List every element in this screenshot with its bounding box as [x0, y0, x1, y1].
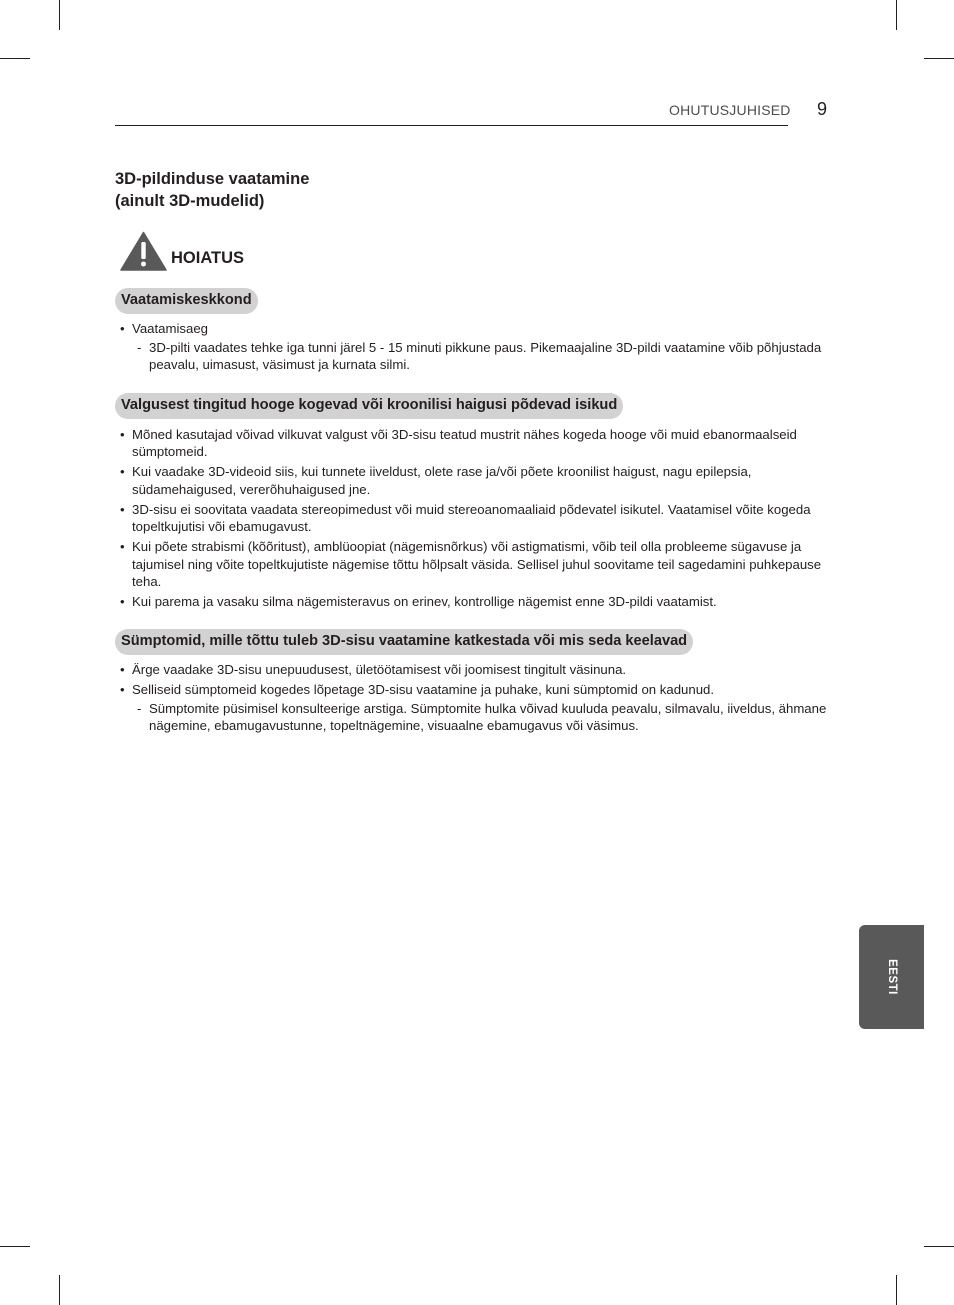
sub-list-item: - 3D-pilti vaadates tehke iga tunni järel 5 - 15 minuti pikkune paus. Pikemaajaline 3D-pildi vaatamine võib põhjustada peavalu, uimasust, väsimust ja kurnata silmi.: [132, 339, 831, 373]
header-divider: [115, 125, 788, 126]
section-viewing-environment: [115, 288, 831, 376]
crop-mark: [59, 0, 60, 30]
crop-mark: [924, 58, 954, 59]
language-tab-label: EESTI: [885, 959, 898, 995]
list-item: [115, 320, 831, 373]
sub-list-item: - Sümptomite püsimisel konsulteerige arstiga. Sümptomite hulka võivad kuuluda peavalu, silmavalu, iiveldus, ähmane nägemine, ebamugavustunne, topeltnägemine, visuaalne ebamugavus või väsimus.: [132, 700, 831, 734]
sub-list: [132, 700, 831, 734]
section-heading: Sümptomid, mille tõttu tuleb 3D-sisu vaatamine katkestada või mis seda keelavad: [115, 629, 693, 655]
page-title: [115, 168, 309, 212]
section-heading: Vaatamiskeskkond: [115, 288, 258, 314]
crop-mark: [59, 1275, 60, 1305]
section-symptoms: [115, 629, 831, 737]
list-item-text: Vaatamisaeg: [132, 321, 208, 336]
crop-mark: [0, 1246, 30, 1247]
bullet-list: [115, 320, 831, 373]
warning-callout: [120, 231, 244, 271]
list-item: • Mõned kasutajad võivad vilkuvat valgust või 3D-sisu teatud mustrit nähes kogeda hooge või muid ebanormaalseid sümptomeid.: [115, 426, 831, 461]
warning-label: HOIATUS: [171, 248, 245, 267]
list-item: • Kui vaadake 3D-videoid siis, kui tunnete iiveldust, olete rase ja/või põete kroonilist haigust, nagu epilepsia, südamehaigused, vererõhuhaigused jne.: [115, 463, 831, 498]
list-item: • Kui parema ja vasaku silma nägemisteravus on erinev, kontrollige nägemist enne 3D-pildi vaatamist.: [115, 593, 831, 610]
list-item: • 3D-sisu ei soovitata vaadata stereopimedust või muid stereoanomaaliaid põdevatel isikutel. Vaatamisel võite kogeda topeltkujutisi või ebamugavust.: [115, 501, 831, 536]
sub-list: [132, 339, 831, 373]
list-item: • Kui põete strabismi (kõõritust), amblüoopiat (nägemisnõrkus) või astigmatismi, võib teil olla probleeme sügavuse ja tajumisel ning võite topeltkujutiste nägemise tõttu hõlpsalt väsida. Sellisel juhul soovitame teil sagedamini puhkepause teha.: [115, 538, 831, 590]
page-number: 9: [817, 99, 828, 119]
crop-mark: [0, 58, 30, 59]
bullet-list: [115, 661, 831, 734]
bullet-list: [115, 426, 831, 610]
section-heading: Valgusest tingitud hooge kogevad või kroonilisi haigusi põdevad isikud: [115, 393, 623, 419]
crop-mark: [896, 1275, 897, 1305]
warning-triangle-icon: [120, 231, 167, 271]
list-item: • Ärge vaadake 3D-sisu unepuudusest, ületöötamisest või joomisest tingitult väsinuna.: [115, 661, 831, 678]
language-tab: [859, 925, 924, 1029]
page-title-line-2: (ainult 3D-mudelid): [115, 192, 265, 210]
crop-mark: [896, 0, 897, 30]
list-item: [115, 681, 831, 734]
list-item-text: Selliseid sümptomeid kogedes lõpetage 3D-sisu vaatamine ja puhake, kuni sümptomid on kadunud.: [132, 682, 715, 697]
page-title-line-1: 3D-pildinduse vaatamine: [115, 170, 310, 188]
crop-mark: [924, 1246, 954, 1247]
section-photosensitive: [115, 393, 831, 613]
running-header: OHUTUSJUHISED: [669, 102, 791, 118]
